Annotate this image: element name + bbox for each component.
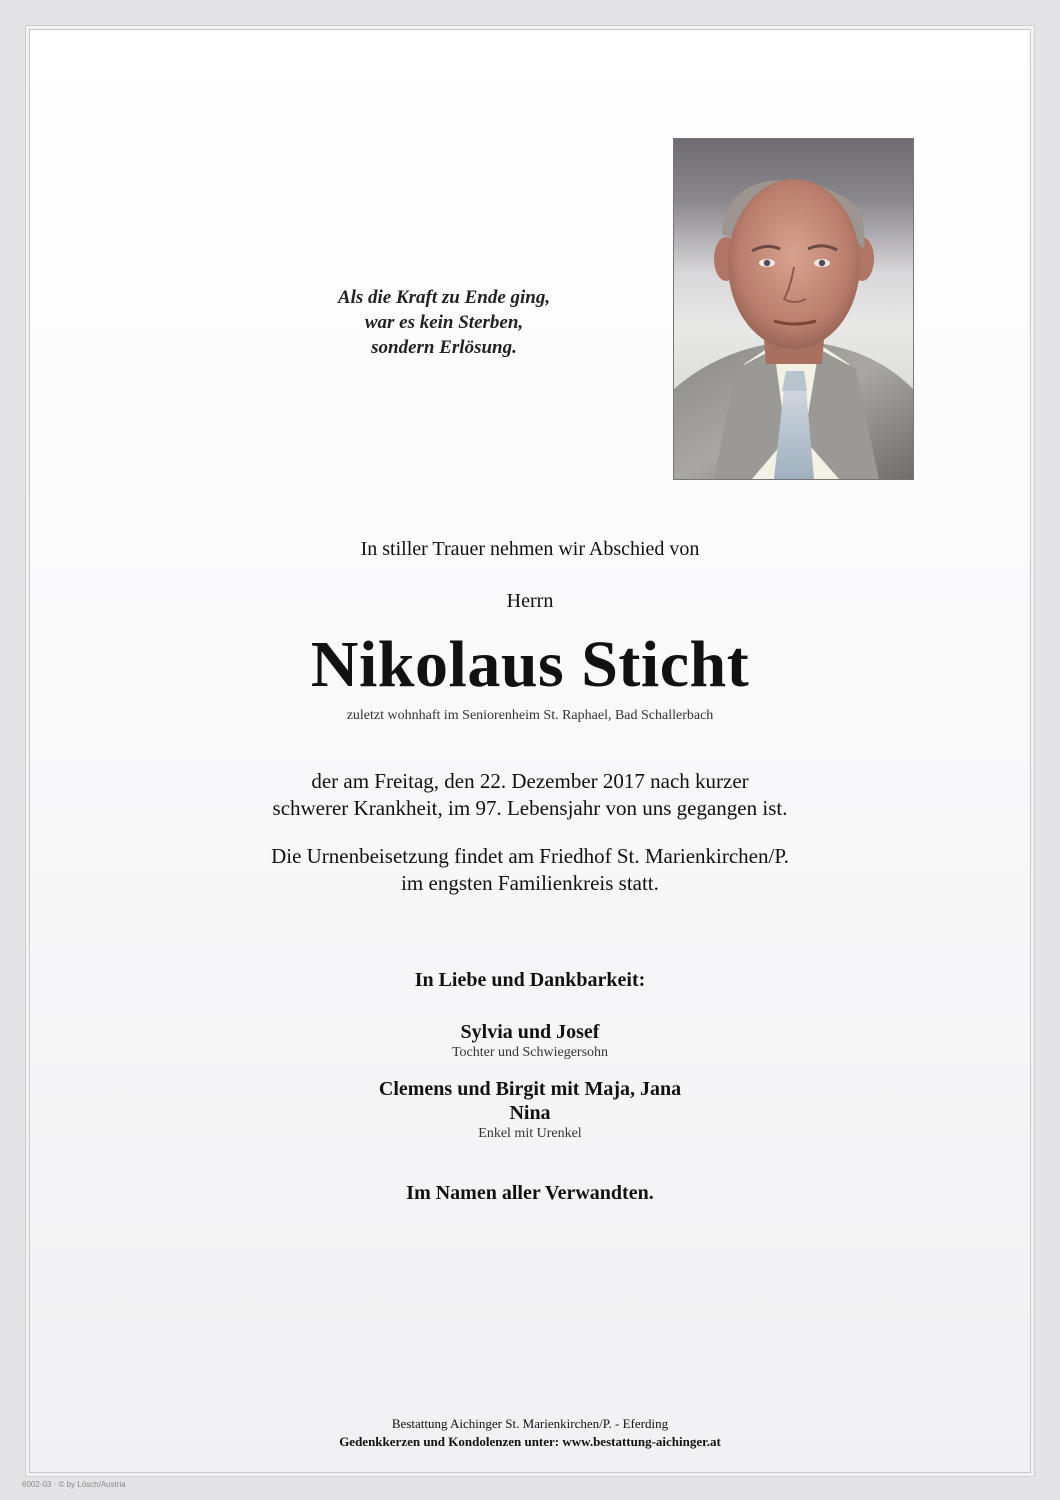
salutation: Herrn (506, 590, 554, 612)
mourner-relation: Enkel mit Urenkel (478, 1126, 582, 1141)
print-imprint: 6002-03 · © by Lösch/Austria (22, 1480, 126, 1489)
memorial-quote (284, 285, 604, 360)
quote-line: Als die Kraft zu Ende ging, (337, 287, 551, 308)
death-notice (30, 768, 1030, 822)
quote-line: sondern Erlösung. (371, 337, 517, 358)
deceased-name: Nikolaus Sticht (310, 628, 750, 701)
death-line: der am Freitag, den 22. Dezember 2017 nach kurzer (311, 769, 749, 793)
footer-website-line: Gedenkkerzen und Kondolenzen unter: www.bestattung-aichinger.at (339, 1434, 721, 1449)
mourner-relation: Tochter und Schwiegersohn (451, 1045, 609, 1060)
quote-line: war es kein Sterben, (364, 312, 524, 333)
mourner-group (30, 1077, 1030, 1143)
burial-line: im engsten Familienkreis statt. (401, 871, 659, 895)
obituary-sheet (30, 30, 1030, 1472)
death-line: schwerer Krankheit, im 97. Lebensjahr von uns gegangen ist. (272, 796, 788, 820)
mourner-group (30, 1020, 1030, 1062)
mourners-heading: In Liebe und Dankbarkeit: (414, 969, 646, 991)
intro-text: In stiller Trauer nehmen wir Abschied von (360, 538, 700, 560)
funeral-home-footer (30, 1415, 1030, 1451)
portrait-photo (673, 138, 914, 480)
footer-line: Bestattung Aichinger St. Marienkirchen/P. - Eferding (391, 1416, 669, 1431)
mourner-names: Nina (509, 1102, 551, 1124)
burial-notice (30, 843, 1030, 897)
burial-line: Die Urnenbeisetzung findet am Friedhof St. Marienkirchen/P. (271, 844, 789, 868)
mourner-names: Sylvia und Josef (460, 1021, 600, 1043)
portrait-illustration (674, 139, 913, 479)
residence-text: zuletzt wohnhaft im Seniorenheim St. Raphael, Bad Schallerbach (346, 708, 714, 723)
mourner-names: Clemens und Birgit mit Maja, Jana (378, 1078, 682, 1100)
signoff: Im Namen aller Verwandten. (406, 1182, 654, 1204)
